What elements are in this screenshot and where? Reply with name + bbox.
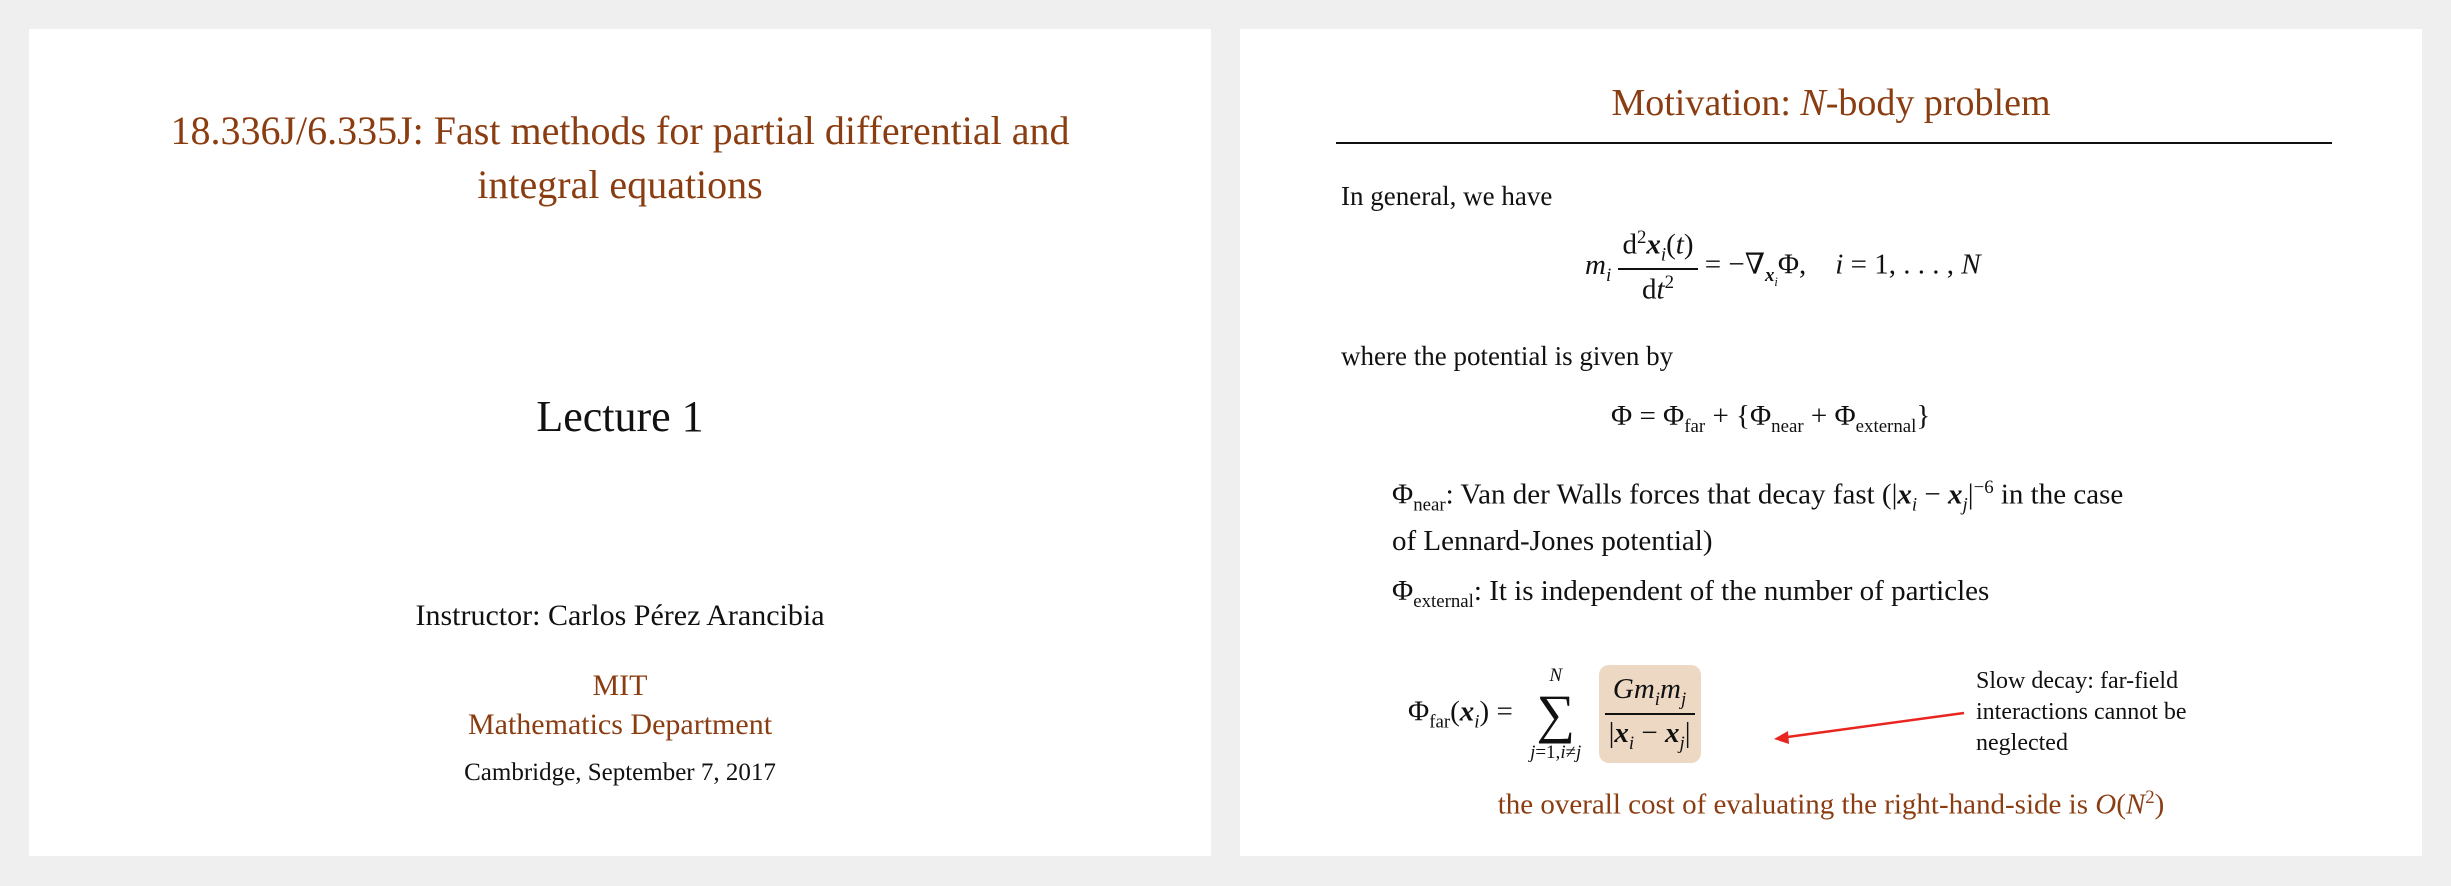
course-title-line2: integral equations — [477, 162, 763, 207]
cost-text: the overall cost of evaluating the right-hand-side is — [1497, 788, 2096, 821]
lecture-number: Lecture 1 — [536, 392, 704, 441]
instructor-name: Instructor: Carlos Pérez Arancibia — [415, 599, 825, 632]
motivation-slide — [1240, 29, 2422, 856]
course-title-line1: 18.336J/6.335J: Fast methods for partial differential and — [170, 108, 1070, 153]
cost-statement: the overall cost of evaluating the right-hand-side is $O(N^2)$ — [1497, 787, 2165, 821]
near-field-desc2: in the case — [1993, 478, 2124, 511]
slide-title-var: N — [1800, 82, 1826, 124]
intro-text: In general, we have — [1341, 181, 1553, 211]
institution: MIT — [592, 669, 648, 702]
note-line1: Slow decay: far-field — [1976, 668, 2179, 694]
equation-motion: $m_i$ $\frac{d^2x_i(t)}{dt^2}$ = $-\nabla_{x_i}\Phi$, i = 1, . . . , N — [1585, 227, 1981, 307]
place-date: Cambridge, September 7, 2017 — [464, 759, 776, 786]
course-title — [29, 104, 1211, 212]
slide-title-suffix: -body problem — [1825, 82, 2051, 124]
slide-title-prefix: Motivation: — [1611, 82, 1801, 124]
highlighted-kernel: $\frac{Gm_im_j}{|x_i - x_j|}$ — [1599, 665, 1701, 763]
external-field-item: $\Phi_{external}$: It is independent of the number of particles — [1392, 575, 1990, 612]
potential-intro: where the potential is given by — [1341, 341, 1674, 371]
annotation-arrow — [1240, 29, 2422, 856]
equation-potential: $\Phi = \Phi_{far} + \{\Phi_{near} + \Phi_{external}\}$ — [1611, 400, 1931, 437]
external-field-desc: : It is independent of the number of particles — [1473, 575, 1990, 607]
department: Mathematics Department — [467, 708, 773, 741]
near-field-desc3: of Lennard-Jones potential) — [1392, 525, 1713, 558]
title-slide — [29, 29, 1211, 856]
note-line2: interactions cannot be — [1976, 699, 2187, 725]
note-line3: neglected — [1976, 730, 2068, 756]
equation-far-field: $\Phi_{far}(x_i)$ = N ∑ j=1,i≠j $\frac{Gm_im_j}{|x_i - x_j|}$ — [1408, 665, 1701, 763]
near-field-item: $\Phi_{near}$: Van der Walls forces that decay fast ($|x_i - x_j|^{-6}$ in the case of Lennard-Jones potential) — [1392, 477, 2124, 558]
near-field-desc: : Van der Walls forces that decay fast ( — [1445, 478, 1892, 511]
